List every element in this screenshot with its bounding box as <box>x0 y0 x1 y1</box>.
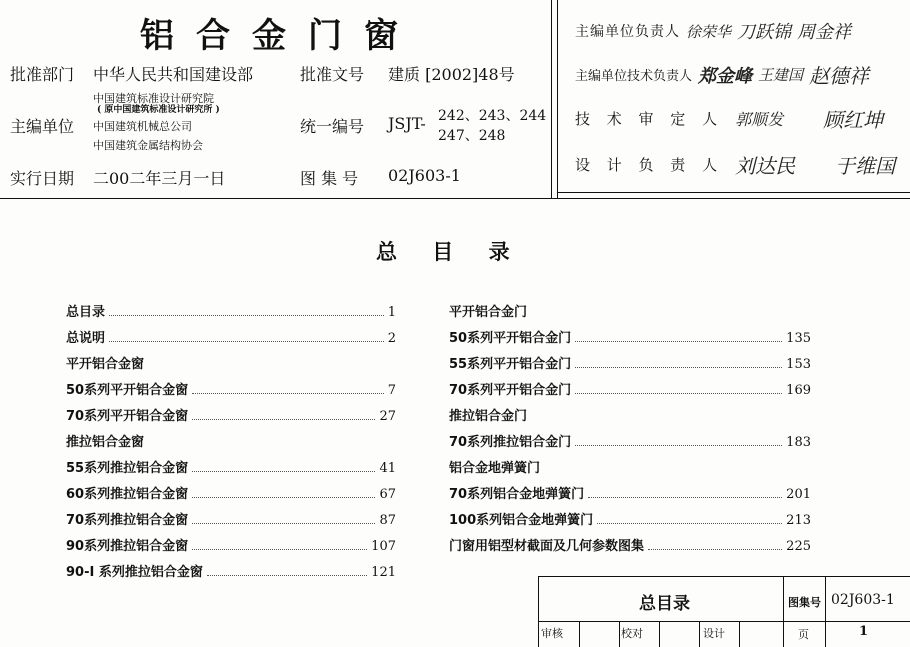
toc-entry[interactable] <box>66 502 396 528</box>
toc-entry-title: 70系列推拉铝合金门 <box>449 435 572 450</box>
toc-entry[interactable] <box>66 554 396 580</box>
toc-entry-title: 门窗用铝型材截面及几何参数图集 <box>449 539 645 554</box>
toc-entry-page: 183 <box>786 435 811 450</box>
toc-entry[interactable] <box>66 450 396 476</box>
toc-entry-page: 121 <box>371 565 396 580</box>
toc-section-heading: 铝合金地弹簧门 <box>449 461 541 476</box>
toc-leader-dots <box>588 497 782 498</box>
header-divider-inner <box>557 0 558 198</box>
approval-dept-value: 中华人民共和国建设部 <box>93 65 254 84</box>
toc-entry[interactable] <box>449 320 811 346</box>
toc-entry-title: 90系列推拉铝合金窗 <box>66 539 189 554</box>
atlas-no-label: 图 集 号 <box>300 169 359 188</box>
toc-leader-dots <box>192 523 375 524</box>
impl-date-value: 二00二年三月一日 <box>93 169 226 188</box>
review-sign-2: 顾红坤 <box>823 108 884 132</box>
toc-entry[interactable] <box>66 320 396 346</box>
title-block-name: 总目录 <box>639 594 690 614</box>
chief-sign-2: 刀跃锦 <box>737 22 792 43</box>
review-sign-1: 郭顺发 <box>735 110 784 129</box>
toc-entry-title: 50系列平开铝合金门 <box>449 331 572 346</box>
toc-entry[interactable] <box>449 528 811 554</box>
unified-no-values <box>438 106 546 146</box>
title-block-page-value: 1 <box>859 624 869 639</box>
toc-section-heading: 推拉铝合金门 <box>449 409 528 424</box>
toc-leader-dots <box>192 549 367 550</box>
document-title: 铝合金门窗 <box>140 16 420 56</box>
toc-leader-dots <box>648 549 782 550</box>
toc-right-column <box>449 294 811 554</box>
toc-entry-page: 2 <box>387 331 396 346</box>
toc-entry-title: 总目录 <box>66 305 106 320</box>
toc-entry[interactable] <box>66 476 396 502</box>
tech-label: 主编单位技术负责人 <box>575 69 693 84</box>
toc-entry-page: 201 <box>786 487 811 502</box>
title-block-design-label: 设计 <box>703 627 725 640</box>
title-block-atlas-value: 02J603-1 <box>831 592 895 608</box>
toc-entry-title: 100系列铝合金地弹簧门 <box>449 513 594 528</box>
toc-entry-title: 55系列推拉铝合金窗 <box>66 461 189 476</box>
editor-unit-block <box>93 92 220 152</box>
toc-entry-title: 总说明 <box>66 331 106 346</box>
tech-sign-3: 赵德祥 <box>809 64 870 88</box>
toc-entry-title: 70系列平开铝合金门 <box>449 383 572 398</box>
unified-no-line2: 247、248 <box>438 128 506 144</box>
atlas-no-value: 02J603-1 <box>388 166 461 185</box>
title-block-check-label: 校对 <box>621 627 643 640</box>
toc-entry-page: 87 <box>379 513 396 528</box>
toc-entry-title: 90-I 系列推拉铝合金窗 <box>66 565 203 580</box>
title-block-page-label: 页 <box>798 628 809 641</box>
header-divider <box>551 0 552 198</box>
design-sign-1: 刘达民 <box>735 154 796 178</box>
toc-section-heading: 推拉铝合金窗 <box>66 435 145 450</box>
design-label: 设 计 负 责 人 <box>575 156 724 174</box>
toc-entry-page: 27 <box>379 409 396 424</box>
toc-entry[interactable] <box>66 294 396 320</box>
design-sign-2: 于维国 <box>835 154 896 178</box>
review-label: 技 术 审 定 人 <box>575 110 724 128</box>
toc-entry-page: 153 <box>786 357 811 372</box>
toc-entry-title: 70系列推拉铝合金窗 <box>66 513 189 528</box>
toc-entry-page: 107 <box>371 539 396 554</box>
approval-doc-value: 建质 [2002]48号 <box>388 65 515 84</box>
review-row <box>575 104 883 133</box>
toc-entry-title: 70系列平开铝合金窗 <box>66 409 189 424</box>
editor-unit-line1: 中国建筑标准设计研究院 <box>93 92 214 105</box>
editor-unit-line3: 中国建筑机械总公司 <box>93 120 192 133</box>
toc-entry[interactable] <box>66 372 396 398</box>
unified-no-label: 统一编号 <box>300 117 365 136</box>
toc-leader-dots <box>192 497 375 498</box>
toc-leader-dots <box>192 393 384 394</box>
toc-leader-dots <box>109 315 384 316</box>
editor-unit-label: 主编单位 <box>10 117 75 136</box>
editor-unit-line4: 中国建筑金属结构协会 <box>93 139 203 152</box>
title-block-atlas-label: 图集号 <box>788 596 821 609</box>
toc-left-column <box>66 294 396 580</box>
header-bottom-border <box>0 198 910 199</box>
toc-entry-page: 169 <box>786 383 811 398</box>
toc-entry[interactable] <box>449 502 811 528</box>
toc-section-heading: 平开铝合金门 <box>449 305 528 320</box>
toc-leader-dots <box>192 419 375 420</box>
toc-heading: 总 目 录 <box>376 240 524 264</box>
toc-entry-title: 60系列推拉铝合金窗 <box>66 487 189 502</box>
chief-row <box>575 18 851 44</box>
title-block-review-label: 审核 <box>541 627 563 640</box>
toc-leader-dots <box>575 445 782 446</box>
toc-entry-title: 55系列平开铝合金门 <box>449 357 572 372</box>
toc-entry[interactable] <box>66 398 396 424</box>
toc-entry-page: 225 <box>786 539 811 554</box>
toc-leader-dots <box>575 393 782 394</box>
tech-sign-1: 郑金峰 <box>698 65 753 87</box>
toc-entry-page: 213 <box>786 513 811 528</box>
toc-section-heading: 平开铝合金窗 <box>66 357 145 372</box>
approval-dept-label: 批准部门 <box>10 65 75 84</box>
design-row <box>575 150 895 179</box>
unified-no-prefix: JSJT- <box>388 114 426 133</box>
toc-leader-dots <box>575 367 782 368</box>
toc-entry[interactable] <box>449 346 811 372</box>
toc-entry-page: 7 <box>387 383 396 398</box>
toc-entry[interactable] <box>449 424 811 450</box>
title-block <box>538 576 910 647</box>
chief-sign-1: 徐荣华 <box>686 22 732 41</box>
unified-no-line1: 242、243、244 <box>438 108 547 124</box>
editor-unit-line2: ( 原中国建筑标准设计研究所 ) <box>97 105 220 115</box>
chief-label: 主编单位负责人 <box>575 24 680 40</box>
toc-entry-page: 1 <box>387 305 396 320</box>
toc-entry-title: 70系列铝合金地弹簧门 <box>449 487 585 502</box>
toc-entry-title: 50系列平开铝合金窗 <box>66 383 189 398</box>
tech-row <box>575 60 869 89</box>
toc-entry[interactable] <box>66 528 396 554</box>
approval-doc-label: 批准文号 <box>300 65 365 84</box>
toc-leader-dots <box>207 575 367 576</box>
toc-entry[interactable] <box>449 476 811 502</box>
impl-date-label: 实行日期 <box>10 169 75 188</box>
toc-leader-dots <box>575 341 782 342</box>
header-inner-bottom <box>557 192 910 193</box>
tech-sign-2: 王建国 <box>758 66 804 84</box>
toc-entry-page: 67 <box>379 487 396 502</box>
toc-leader-dots <box>192 471 375 472</box>
toc-leader-dots <box>109 341 384 342</box>
toc-entry-page: 41 <box>379 461 396 476</box>
toc-leader-dots <box>597 523 782 524</box>
toc-entry-page: 135 <box>786 331 811 346</box>
chief-sign-3: 周金祥 <box>797 22 852 43</box>
toc-entry[interactable] <box>449 372 811 398</box>
